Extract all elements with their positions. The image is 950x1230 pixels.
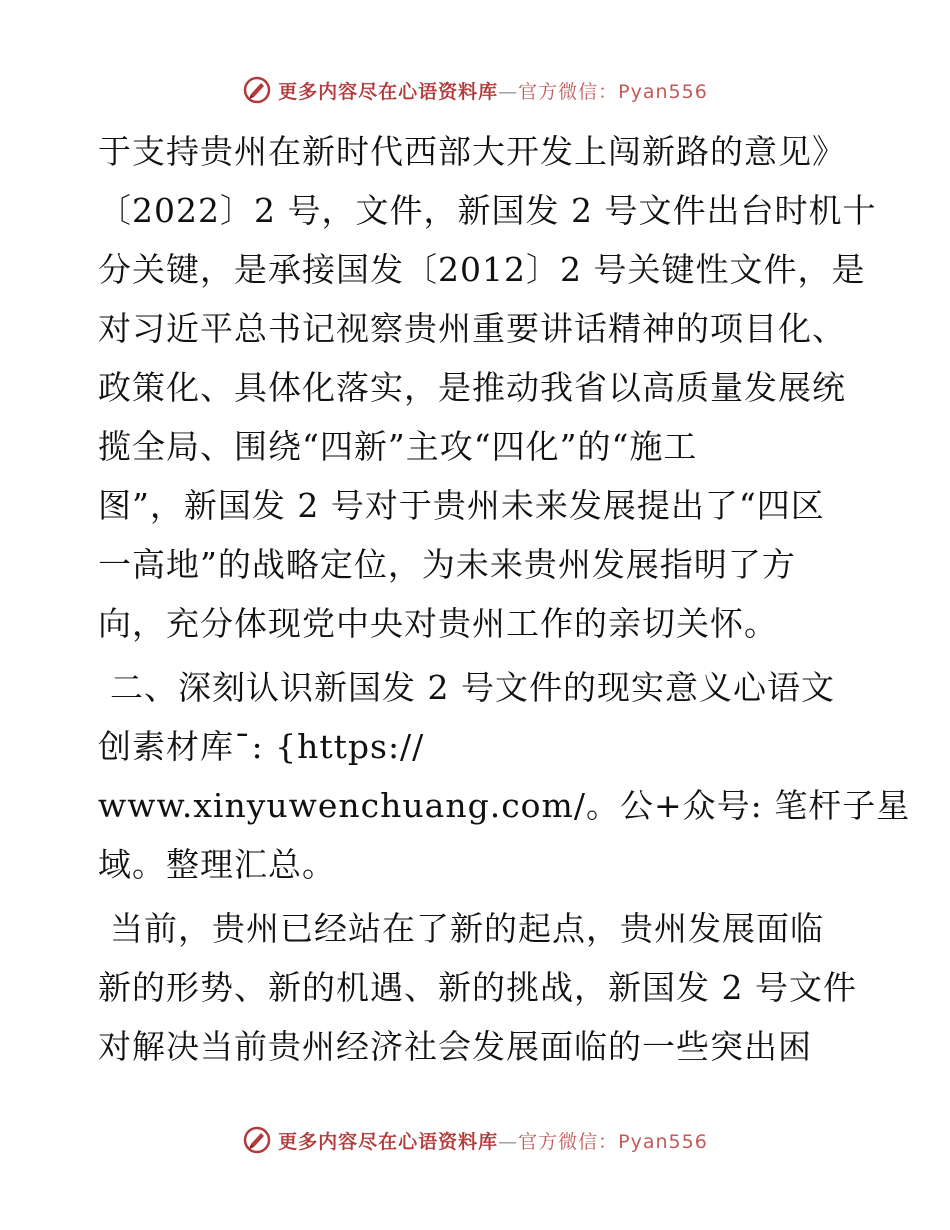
footer-banner <box>0 1120 950 1160</box>
header-banner-text <box>278 77 708 104</box>
text-line: 政策化、具体化落实，是推动我省以高质量发展统 <box>98 368 846 407</box>
library-logo-icon <box>242 75 272 105</box>
paragraph-3 <box>98 899 858 1076</box>
header-banner-wechat: 官方微信：Pyan556 <box>518 80 708 103</box>
header-banner <box>0 70 950 110</box>
text-line: 揽全局、围绕“四新”主攻“四化”的“施工 <box>98 427 698 466</box>
header-banner-sep: — <box>498 80 519 103</box>
text-line: 当前，贵州已经站在了新的起点，贵州发展面临 <box>110 909 824 948</box>
footer-banner-main: 更多内容尽在心语资料库 <box>278 1130 499 1153</box>
text-line: 分关键，是承接国发〔2012〕2 号关键性文件，是 <box>98 250 866 289</box>
text-line: 域。整理汇总。 <box>98 845 336 884</box>
text-line: 向，充分体现党中央对贵州工作的亲切关怀。 <box>98 604 778 643</box>
text-line: 于支持贵州在新时代西部大开发上闯新路的意见》 <box>98 132 846 171</box>
text-line: 创素材库¯: {https:// <box>98 727 425 766</box>
footer-banner-text <box>278 1127 708 1154</box>
document-body <box>98 122 911 1076</box>
text-line: 〔2022〕2 号，文件，新国发 2 号文件出台时机十 <box>98 191 877 230</box>
section-heading: 二、深刻认识新国发 2 号文件的现实意义心语文 <box>110 668 835 707</box>
text-line: 对习近平总书记视察贵州重要讲话精神的项目化、 <box>98 309 846 348</box>
library-logo-icon <box>242 1125 272 1155</box>
text-line: www.xinyuwenchuang.com/。公+众号: 笔杆子星 <box>98 786 911 825</box>
footer-banner-wechat: 官方微信：Pyan556 <box>518 1130 708 1153</box>
paragraph-2 <box>98 658 911 894</box>
text-line: 图”，新国发 2 号对于贵州未来发展提出了“四区 <box>98 486 825 525</box>
paragraph-1 <box>98 122 877 653</box>
text-line: 对解决当前贵州经济社会发展面临的一些突出困 <box>98 1027 812 1066</box>
footer-banner-sep: — <box>498 1130 519 1153</box>
text-line: 一高地”的战略定位，为未来贵州发展指明了方 <box>98 545 796 584</box>
text-line: 新的形势、新的机遇、新的挑战，新国发 2 号文件 <box>98 968 857 1007</box>
header-banner-main: 更多内容尽在心语资料库 <box>278 80 499 103</box>
